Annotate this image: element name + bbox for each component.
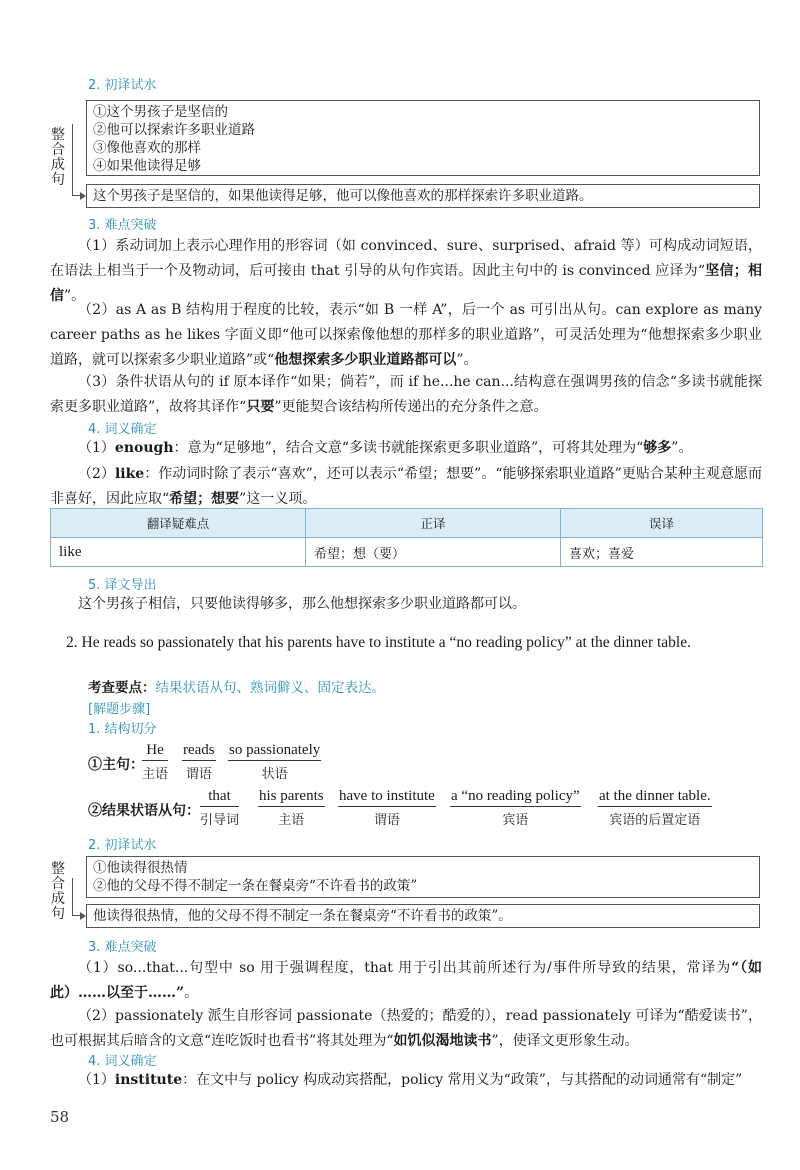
side-label: 整 合 成 句 xyxy=(51,127,65,188)
table-header-row: 翻译疑难点 正译 误译 xyxy=(51,509,763,538)
result-clause-label: ②结果状语从句： xyxy=(88,803,200,819)
segment: so passionately 状语 xyxy=(229,742,321,782)
structure-heading: 1. 结构切分 xyxy=(88,722,157,737)
step3-heading: 3. 难点突破 xyxy=(88,218,157,233)
segment: reads 谓语 xyxy=(183,742,215,782)
main-clause-label: ①主句： xyxy=(88,757,144,773)
exam-points: 考查要点：结果状语从句、熟词僻义、固定表达。 xyxy=(88,680,385,696)
step2-heading: 2. 初译试水 xyxy=(88,78,157,93)
table-row: like 希望；想（要） 喜欢；喜爱 xyxy=(51,538,763,567)
step3-heading: 3. 难点突破 xyxy=(88,940,157,955)
page-number: 58 xyxy=(50,1108,70,1126)
fragments-box: ①他读得很热情 ②他的父母不得不制定一条在餐桌旁“不许看书的政策” xyxy=(86,856,760,898)
step2-heading: 2. 初译试水 xyxy=(88,838,157,853)
steps-label: [解题步骤] xyxy=(88,702,151,717)
bracket-line xyxy=(72,124,82,196)
final-translation: 这个男孩子相信，只要他读得够多，那么他想探索多少职业道路都可以。 xyxy=(78,596,526,612)
translation-table xyxy=(50,508,763,567)
segment: He 主语 xyxy=(142,742,169,782)
segment: that 引导词 xyxy=(200,788,240,828)
word-1: （1）enough：意为“足够地”，结合文意“多读书就能探索更多职业道路”，可将其处理为“够多”。 xyxy=(78,440,693,456)
question-sentence: 2. He reads so passionately that his parents have to institute a “no reading policy” at the dinner table. xyxy=(66,634,691,651)
fragments-box: ①这个男孩子是坚信的 ②他可以探索许多职业道路 ③像他喜欢的那样 ④如果他读得足够 xyxy=(86,100,760,176)
word-1: （1）institute：在文中与 policy 构成动宾搭配，policy 常用义为“政策”，与其搭配的动词通常有“制定” xyxy=(78,1072,743,1088)
combined-box: 他读得很热情，他的父母不得不制定一条在餐桌旁“不许看书的政策”。 xyxy=(86,904,760,928)
difficulty-1: （1）so...that...句型中 so 用于强调程度，that 用于引出其前所述行为/事件所导致的结果，常译为“（如此）……以至于……”。 xyxy=(50,960,762,1001)
segment: a “no reading policy” 宾语 xyxy=(451,788,580,828)
step4-heading: 4. 词义确定 xyxy=(88,1054,157,1069)
difficulty-3: （3）条件状语从句的 if 原本译作“如果；倘若”，而 if he...he can...结构意在强调男孩的信念“多读书就能探索更多职业道路”，故将其译作“只要”更能契合该结构所传递出的充分条件之意。 xyxy=(50,374,762,415)
word-2: （2）like：作动词时除了表示“喜欢”，还可以表示“希望；想要”。“能够探索职业道路”更贴合某种主观意愿而非喜好，因此应取“希望；想要”这一义项。 xyxy=(50,466,762,507)
step5-heading: 5. 译文导出 xyxy=(88,578,157,593)
difficulty-2: （2）passionately 派生自形容词 passionate（热爱的；酷爱的），read passionately 可译为“酷爱读书”，也可根据其后暗含的文意“连吃饭时也看书”将其处理为“如饥似渴地读书”，使译文更形象生动。 xyxy=(50,1008,762,1049)
segment: have to institute 谓语 xyxy=(339,788,435,828)
step4-heading: 4. 词义确定 xyxy=(88,422,157,437)
difficulty-1: （1）系动词加上表示心理作用的形容词（如 convinced、sure、surprised、afraid 等）可构成动词短语，在语法上相当于一个及物动词，后可接由 that 引导的从句作宾语。因此主句中的 is convinced 应译为“坚信；相信”。 xyxy=(50,238,762,304)
side-label: 整 合 成 句 xyxy=(51,861,65,922)
segment: his parents 主语 xyxy=(259,788,324,828)
combined-box: 这个男孩子是坚信的，如果他读得足够，他可以像他喜欢的那样探索许多职业道路。 xyxy=(86,184,760,208)
bracket-line xyxy=(72,878,82,916)
difficulty-2: （2）as A as B 结构用于程度的比较，表示“如 B 一样 A”，后一个 as 可引出从句。can explore as many career paths as he likes 字面义即“他可以探索像他想的那样多的职业道路”，可灵活处理为“他想探索多少职业道路，就可以探索多少职业道路”或“他想探索多少职业道路都可以”。 xyxy=(50,302,762,368)
segment: at the dinner table. 宾语的后置定语 xyxy=(599,788,711,828)
